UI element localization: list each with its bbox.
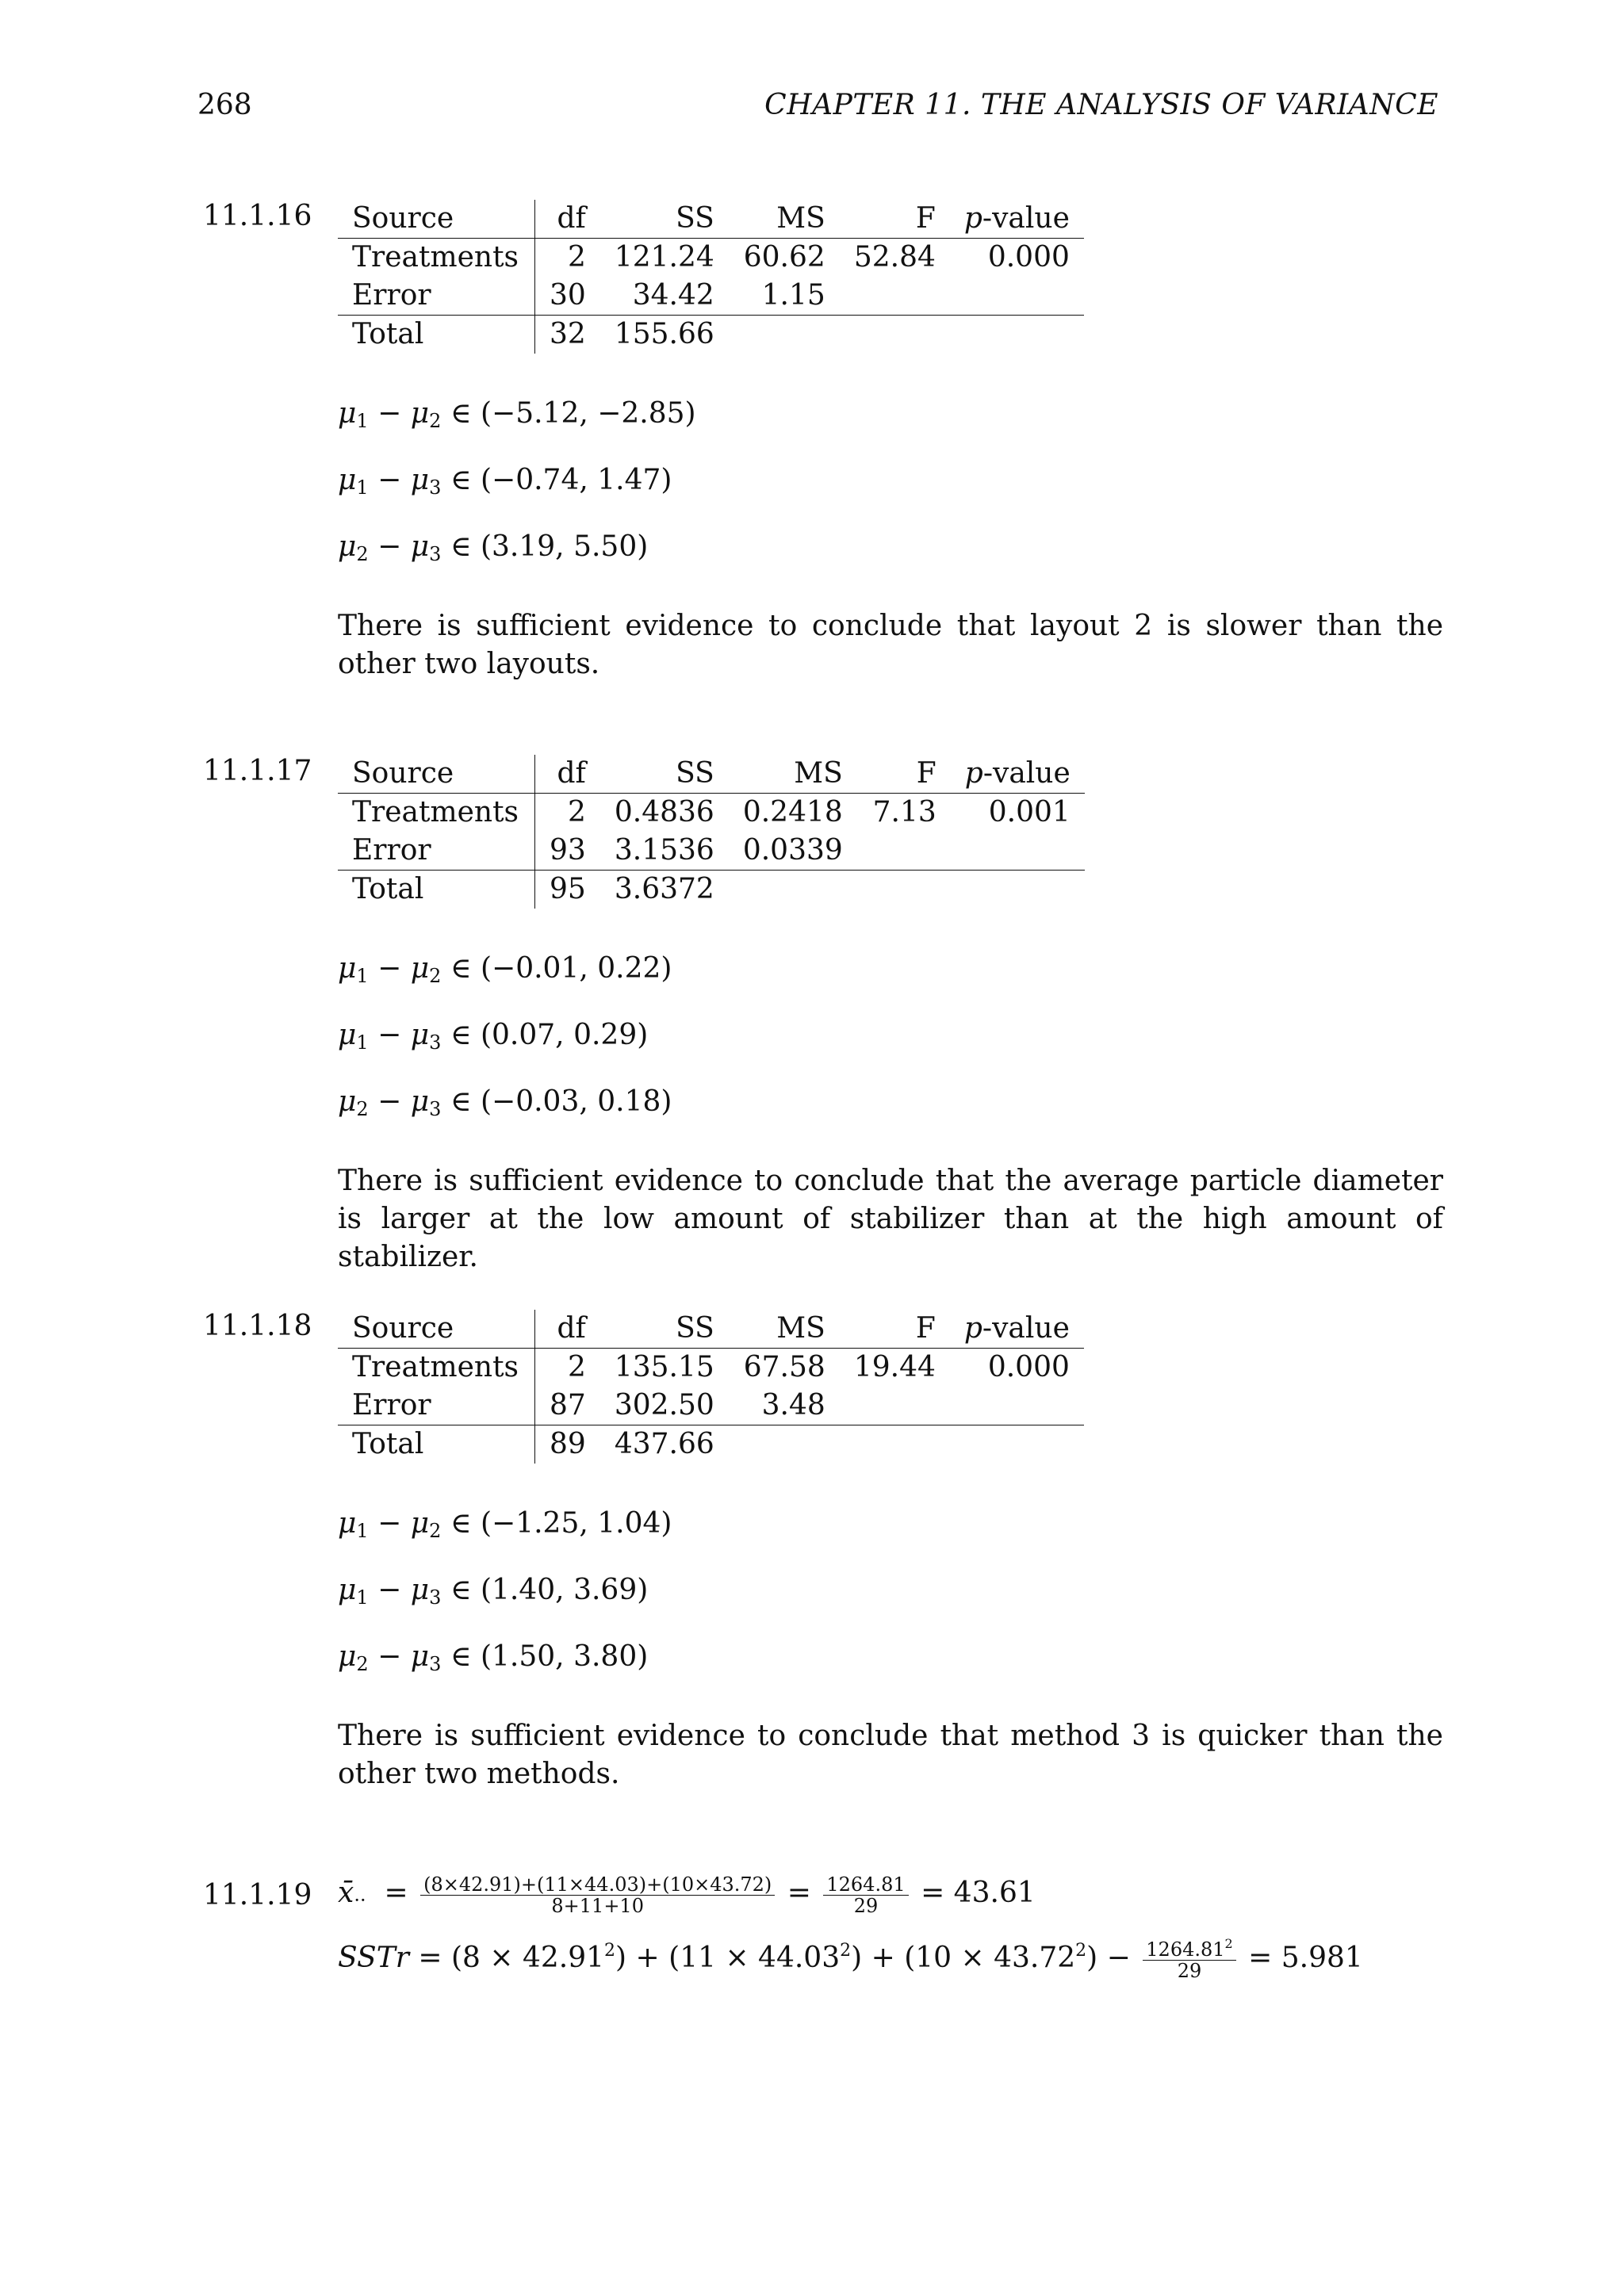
cell-f: 52.84: [853, 241, 936, 274]
mu-symbol: μ: [338, 1507, 357, 1540]
equals-sign: =: [375, 1877, 408, 1909]
mu-index: 3: [429, 1098, 442, 1120]
element-of-sign: ∈: [441, 1019, 481, 1051]
header-ss: SS: [600, 755, 729, 794]
grand-mean-subscript: ··: [354, 1889, 366, 1911]
anova-row-treatments: [338, 794, 1085, 832]
mu-symbol: μ: [338, 397, 357, 430]
cell-ms: 60.62: [743, 241, 825, 274]
conclusion-text: There is sufficient evidence to conclude that the average particle diameter is larger at the low amount of stabilizer than at the high amount of stabilizer.: [338, 1165, 1443, 1273]
cell-source: Total: [338, 316, 535, 354]
interval-range: (−1.25, 1.04): [480, 1507, 672, 1540]
interval-mu1-mu2: [338, 950, 1443, 988]
interval-range: (−0.74, 1.47): [480, 464, 672, 496]
cell-ms: [729, 316, 840, 354]
element-of-sign: ∈: [441, 530, 481, 563]
header-df: df: [535, 755, 600, 794]
cell-f: [840, 277, 950, 316]
exponent: 2: [1075, 1941, 1087, 1961]
minus-sign: −: [368, 397, 411, 430]
mu-symbol: μ: [338, 1574, 357, 1606]
grand-mean-symbol: x̄: [338, 1877, 354, 1909]
problem-number: 11.1.18: [203, 1310, 312, 1342]
mu-index: 3: [429, 476, 442, 499]
interval-mu2-mu3: [338, 1638, 1443, 1676]
minus-sign: −: [368, 1085, 411, 1118]
sstr-equation: [338, 1934, 1443, 1982]
problem-number: 11.1.17: [203, 755, 312, 787]
sstr-term: ) + (11 × 44.03: [615, 1942, 841, 1974]
sstr-result: = 5.981: [1248, 1942, 1363, 1974]
header-df: df: [535, 200, 600, 239]
element-of-sign: ∈: [441, 1507, 481, 1540]
cell-p: 0.000: [987, 1351, 1070, 1383]
mu-index: 2: [356, 1653, 369, 1675]
cell-f: [840, 1387, 950, 1425]
anova-row-total: [338, 871, 1085, 909]
problem-content: [338, 1310, 1443, 1793]
interval-mu1-mu2: [338, 1505, 1443, 1543]
cell-ms: [729, 1425, 840, 1464]
cell-ms: 0.0339: [729, 832, 857, 871]
fraction-denominator: 8+11+10: [551, 1894, 644, 1917]
element-of-sign: ∈: [441, 464, 481, 496]
interval-range: (−0.01, 0.22): [480, 952, 672, 985]
element-of-sign: ∈: [441, 397, 481, 430]
cell-f: [840, 1425, 950, 1464]
header-p-suffix: -value: [982, 202, 1070, 235]
header-f: F: [840, 1310, 950, 1349]
mu-index: 1: [356, 1031, 369, 1054]
header-p-value: [951, 755, 1085, 794]
mu-symbol: μ: [410, 464, 430, 496]
confidence-intervals: [338, 395, 1443, 566]
element-of-sign: ∈: [441, 952, 481, 985]
fraction-weighted-sum: [420, 1874, 775, 1916]
header-source: Source: [338, 755, 535, 794]
conclusion-text: There is sufficient evidence to conclude that method 3 is quicker than the other two methods.: [338, 1720, 1443, 1790]
minus-sign: −: [368, 464, 411, 496]
cell-f: 7.13: [872, 796, 936, 828]
mu-symbol: μ: [338, 464, 357, 496]
cell-df: 2: [567, 241, 586, 274]
exponent: 2: [840, 1941, 852, 1961]
anova-header-row: [338, 755, 1085, 794]
fraction-numerator: 1264.81: [823, 1874, 908, 1896]
mu-symbol: μ: [338, 1640, 357, 1673]
header-p-letter: p: [963, 202, 982, 235]
minus-sign: −: [368, 1019, 411, 1051]
fraction-numerator-value: 1264.81: [1146, 1938, 1225, 1961]
mu-index: 2: [429, 965, 442, 987]
cell-ss: 3.6372: [614, 873, 714, 905]
fraction-correction: [1143, 1935, 1235, 1982]
page-number: 268: [197, 89, 252, 121]
mu-index: 1: [356, 410, 369, 432]
interval-mu1-mu3: [338, 1571, 1443, 1609]
mu-index: 3: [429, 1653, 442, 1675]
mu-symbol: μ: [410, 530, 430, 563]
fraction-numerator: (8×42.91)+(11×44.03)+(10×43.72): [420, 1874, 775, 1896]
mu-symbol: μ: [338, 952, 357, 985]
cell-p: [951, 871, 1085, 909]
element-of-sign: ∈: [441, 1085, 481, 1118]
mu-index: 3: [429, 1586, 442, 1609]
element-of-sign: ∈: [441, 1574, 481, 1606]
mu-symbol: μ: [338, 530, 357, 563]
mu-index: 1: [356, 1520, 369, 1542]
cell-p: [950, 316, 1084, 354]
cell-p: 0.001: [988, 796, 1071, 828]
interval-range: (1.50, 3.80): [480, 1640, 649, 1673]
grand-mean-result: = 43.61: [921, 1877, 1036, 1909]
header-p-value: [950, 200, 1084, 239]
conclusion-text: There is sufficient evidence to conclude that layout 2 is slower than the other two layouts.: [338, 610, 1443, 680]
anova-row-total: [338, 316, 1084, 354]
anova-table: [338, 1310, 1084, 1464]
cell-ss: 0.4836: [614, 796, 714, 828]
header-p-value: [950, 1310, 1084, 1349]
cell-source: Total: [338, 871, 535, 909]
header-ss: SS: [600, 200, 729, 239]
exponent: 2: [1224, 1935, 1233, 1951]
sstr-term: = (8 × 42.91: [418, 1942, 605, 1974]
cell-source: Total: [338, 1425, 535, 1464]
cell-df: 32: [550, 318, 586, 350]
header-f: F: [840, 200, 950, 239]
cell-ss: 437.66: [614, 1428, 714, 1460]
cell-df: 2: [567, 1351, 586, 1383]
problem-content: [338, 1873, 1443, 1982]
element-of-sign: ∈: [441, 1640, 481, 1673]
header-ss: SS: [600, 1310, 729, 1349]
equals-sign: =: [787, 1877, 811, 1909]
mu-symbol: μ: [410, 1507, 430, 1540]
interval-mu1-mu3: [338, 461, 1443, 499]
header-p-letter: p: [963, 1312, 982, 1345]
cell-ms: 0.2418: [742, 796, 843, 828]
grand-mean-equation: [338, 1869, 1443, 1917]
anova-row-error: [338, 277, 1084, 316]
mu-index: 3: [429, 1031, 442, 1054]
header-f: F: [857, 755, 951, 794]
fraction-total: [823, 1874, 908, 1916]
anova-table: [338, 755, 1085, 909]
fraction-numerator: [1143, 1935, 1235, 1961]
mu-index: 1: [356, 476, 369, 499]
cell-f: [857, 832, 951, 871]
cell-df: 95: [550, 873, 586, 905]
problem-content: [338, 755, 1443, 1276]
confidence-intervals: [338, 950, 1443, 1121]
interval-mu2-mu3: [338, 1083, 1443, 1121]
problem-content: [338, 200, 1443, 683]
mu-symbol: μ: [410, 1085, 430, 1118]
fraction-denominator: 29: [1177, 1959, 1202, 1982]
interval-mu1-mu3: [338, 1016, 1443, 1054]
mu-index: 1: [356, 965, 369, 987]
cell-p: 0.000: [987, 241, 1070, 274]
problem-number: 11.1.19: [203, 1879, 312, 1911]
header-df: df: [535, 1310, 600, 1349]
cell-p: [951, 832, 1085, 871]
cell-ms: 3.48: [729, 1387, 840, 1425]
minus-sign: −: [368, 952, 411, 985]
running-head: CHAPTER 11. THE ANALYSIS OF VARIANCE: [764, 89, 1438, 121]
sstr-term: ) −: [1086, 1942, 1131, 1974]
cell-ss: 155.66: [614, 318, 714, 350]
minus-sign: −: [368, 1640, 411, 1673]
minus-sign: −: [368, 530, 411, 563]
interval-mu1-mu2: [338, 395, 1443, 433]
mu-index: 2: [356, 1098, 369, 1120]
anova-row-error: [338, 1387, 1084, 1425]
cell-source: Error: [338, 1387, 535, 1425]
cell-source: Treatments: [338, 1349, 535, 1387]
cell-df: 93: [535, 832, 600, 871]
mu-index: 1: [356, 1586, 369, 1609]
anova-row-treatments: [338, 1349, 1084, 1387]
cell-p: [950, 1425, 1084, 1464]
anova-row-treatments: [338, 239, 1084, 277]
problem-number: 11.1.16: [203, 200, 312, 232]
fraction-denominator: 29: [853, 1894, 879, 1917]
interval-range: (1.40, 3.69): [480, 1574, 649, 1606]
mu-index: 2: [429, 1520, 442, 1542]
mu-symbol: μ: [410, 1019, 430, 1051]
cell-df: 89: [550, 1428, 586, 1460]
exponent: 2: [604, 1941, 616, 1961]
mu-symbol: μ: [410, 952, 430, 985]
anova-header-row: [338, 1310, 1084, 1349]
mu-index: 2: [429, 410, 442, 432]
minus-sign: −: [368, 1507, 411, 1540]
cell-f: 19.44: [853, 1351, 936, 1383]
cell-df: 87: [535, 1387, 600, 1425]
mu-symbol: μ: [410, 1640, 430, 1673]
mu-symbol: μ: [410, 397, 430, 430]
anova-row-total: [338, 1425, 1084, 1464]
cell-ms: 1.15: [729, 277, 840, 316]
cell-ms: 67.58: [743, 1351, 825, 1383]
header-source: Source: [338, 200, 535, 239]
confidence-intervals: [338, 1505, 1443, 1676]
interval-range: (0.07, 0.29): [480, 1019, 649, 1051]
cell-f: [857, 871, 951, 909]
header-source: Source: [338, 1310, 535, 1349]
header-p-letter: p: [964, 757, 983, 790]
cell-p: [950, 277, 1084, 316]
cell-ss: 34.42: [600, 277, 729, 316]
mu-index: 2: [356, 543, 369, 565]
header-p-suffix: -value: [982, 1312, 1070, 1345]
cell-ss: 3.1536: [600, 832, 729, 871]
cell-ms: [729, 871, 857, 909]
minus-sign: −: [368, 1574, 411, 1606]
header-p-suffix: -value: [982, 757, 1071, 790]
cell-ss: 121.24: [614, 241, 714, 274]
cell-p: [950, 1387, 1084, 1425]
cell-ss: 302.50: [600, 1387, 729, 1425]
mu-index: 3: [429, 543, 442, 565]
interval-range: (−0.03, 0.18): [480, 1085, 672, 1118]
cell-source: Error: [338, 832, 535, 871]
cell-source: Error: [338, 277, 535, 316]
cell-source: Treatments: [338, 794, 535, 832]
header-ms: MS: [729, 755, 857, 794]
header-ms: MS: [729, 1310, 840, 1349]
anova-row-error: [338, 832, 1085, 871]
interval-range: (3.19, 5.50): [480, 530, 649, 563]
interval-mu2-mu3: [338, 528, 1443, 566]
anova-header-row: [338, 200, 1084, 239]
cell-df: 30: [535, 277, 600, 316]
mu-symbol: μ: [410, 1574, 430, 1606]
cell-df: 2: [567, 796, 586, 828]
mu-symbol: μ: [338, 1085, 357, 1118]
sstr-term: ) + (10 × 43.72: [851, 1942, 1076, 1974]
cell-f: [840, 316, 950, 354]
sstr-symbol: SSTr: [338, 1942, 409, 1974]
cell-ss: 135.15: [614, 1351, 714, 1383]
cell-source: Treatments: [338, 239, 535, 277]
interval-range: (−5.12, −2.85): [480, 397, 696, 430]
header-ms: MS: [729, 200, 840, 239]
mu-symbol: μ: [338, 1019, 357, 1051]
anova-table: [338, 200, 1084, 354]
